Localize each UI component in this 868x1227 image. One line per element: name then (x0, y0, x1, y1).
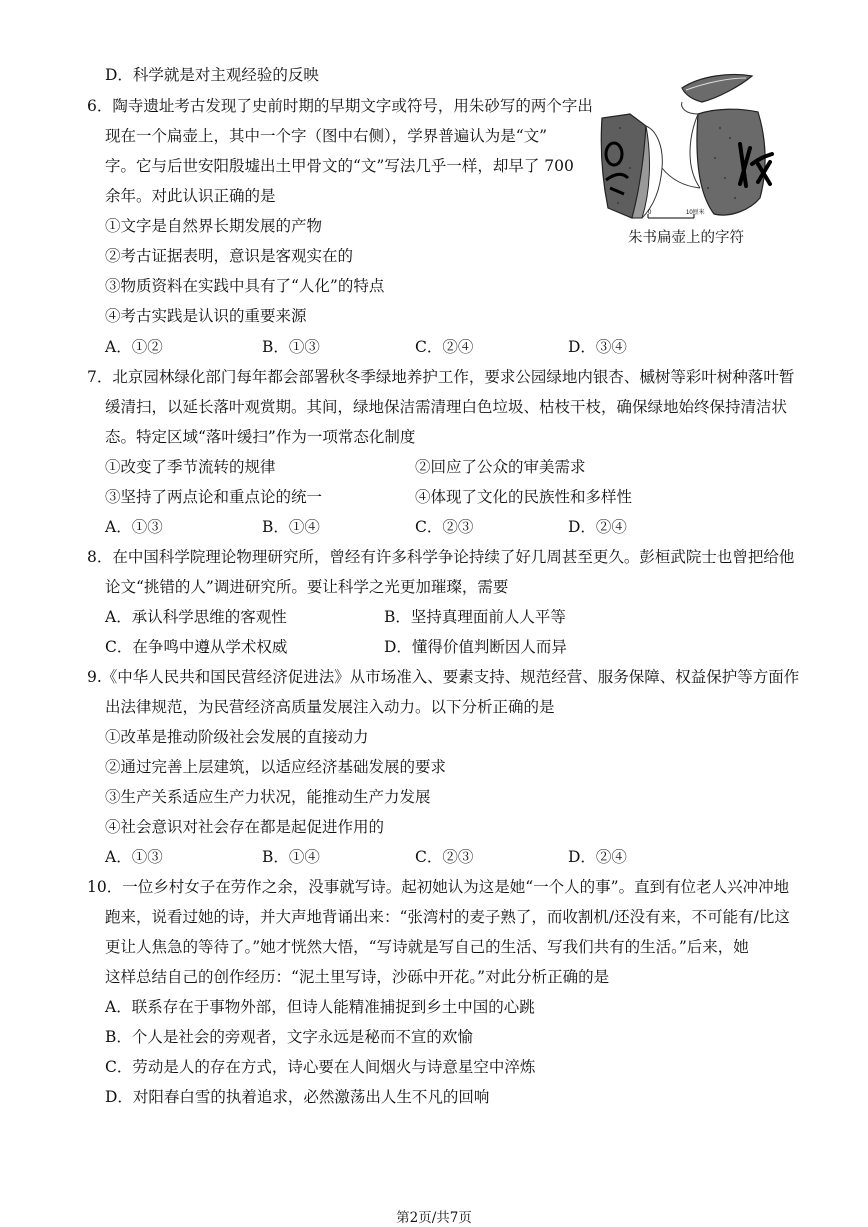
q10-stem-line-1: 10．一位乡村女子在劳作之余，没事就写诗。起初她认为这是她“一个人的事”。直到有位老人兴冲冲地 (87, 878, 790, 896)
q6-option-d: D．③④ (568, 338, 627, 356)
q6-statement-4: ④考古实践是认识的重要来源 (105, 307, 307, 325)
q10-stem-line-4: 这样总结自己的创作经历：“泥土里写诗，沙砾中开花。”对此分析正确的是 (105, 968, 610, 986)
q6-option-a: A．①② (105, 338, 163, 356)
q6-statement-3: ③物质资料在实践中具有了“人化”的特点 (105, 277, 385, 295)
q10-option-c: C．劳动是人的存在方式，诗心要在人间烟火与诗意星空中淬炼 (105, 1058, 536, 1076)
page-number: 第2页/共7页 (396, 1210, 472, 1226)
q7-statement-2: ②回应了公众的审美需求 (415, 458, 586, 476)
q7-option-c: C．②③ (415, 518, 474, 536)
q8-stem-line-2: 论文“挑错的人”调进研究所。要让科学之光更加璀璨，需要 (105, 578, 509, 596)
q9-statement-1: ①改革是推动阶级社会发展的直接动力 (105, 728, 369, 746)
q8-stem-line-1: 8．在中国科学院理论物理研究所，曾经有许多科学争论持续了好几周甚至更久。彭桓武院士也曾把给他 (87, 548, 795, 566)
q7-stem-line-1: 7．北京园林绿化部门每年都会部署秋冬季绿地养护工作，要求公园绿地内银杏、槭树等彩叶树种落叶暂 (87, 368, 795, 386)
q6-stem-line-4: 余年。对此认识正确的是 (105, 187, 276, 205)
q9-option-d: D．②④ (568, 848, 627, 866)
flask-illustration (590, 68, 795, 233)
q6-statement-2: ②考古证据表明，意识是客观实在的 (105, 247, 354, 265)
q9-stem-line-2: 出法律规范，为民营经济高质量发展注入动力。以下分析正确的是 (105, 698, 555, 716)
q6-statement-1: ①文字是自然界长期发展的产物 (105, 217, 323, 235)
q10-option-d: D．对阳春白雪的执着追求，必然激荡出人生不凡的回响 (105, 1088, 490, 1106)
q9-option-c: C．②③ (415, 848, 474, 866)
figure-scale-label: 10厘米 (686, 210, 705, 216)
q9-statement-2: ②通过完善上层建筑，以适应经济基础发展的要求 (105, 758, 447, 776)
q6-option-c: C．②④ (415, 338, 474, 356)
q9-statement-4: ④社会意识对社会存在都是起促进作用的 (105, 818, 385, 836)
q6-stem-line-1: 6．陶寺遗址考古发现了史前时期的早期文字或符号，用朱砂写的两个字出 (87, 97, 593, 115)
q7-option-a: A．①③ (105, 518, 163, 536)
q7-statement-1: ①改变了季节流转的规律 (105, 458, 276, 476)
q10-option-b: B．个人是社会的旁观者，文字永远是秘而不宣的欢愉 (105, 1028, 473, 1046)
q10-stem-line-3: 更让人焦急的等待了。”她才恍然大悟，“写诗就是写自己的生活、写我们共有的生活。”后来，她 (105, 938, 749, 956)
q7-stem-line-3: 态。特定区域“落叶缓扫”作为一项常态化制度 (105, 428, 416, 446)
q6-stem-line-2: 现在一个扁壶上，其中一个字（图中右侧），学界普遍认为是“文” (105, 127, 548, 145)
q7-option-d: D．②④ (568, 518, 627, 536)
q9-stem-line-1: 9.《中华人民共和国民营经济促进法》从市场准入、要素支持、规范经营、服务保障、权益保护等方面作 (87, 668, 800, 686)
q7-option-b: B．①④ (262, 518, 320, 536)
q8-option-b: B．坚持真理面前人人平等 (384, 608, 566, 626)
svg-text:0: 0 (648, 210, 652, 216)
flask-figure (590, 68, 795, 248)
q5-option-d: D．科学就是对主观经验的反映 (105, 66, 319, 84)
q9-option-b: B．①④ (262, 848, 320, 866)
q10-option-a: A．联系存在于事物外部，但诗人能精准捕捉到乡土中国的心跳 (105, 998, 535, 1016)
q8-option-a: A．承认科学思维的客观性 (105, 608, 287, 626)
q7-statement-3: ③坚持了两点论和重点论的统一 (105, 488, 323, 506)
q6-option-b: B．①③ (262, 338, 320, 356)
q9-statement-3: ③生产关系适应生产力状况，能推动生产力发展 (105, 788, 431, 806)
q8-option-c: C．在争鸣中遵从学术权威 (105, 638, 288, 656)
q7-stem-line-2: 缓清扫，以延长落叶观赏期。其间，绿地保洁需清理白色垃圾、枯枝干枝，确保绿地始终保持清洁状 (105, 398, 788, 416)
q8-option-d: D．懂得价值判断因人而异 (384, 638, 567, 656)
q6-stem-line-3: 字。它与后世安阳殷墟出土甲骨文的“文”写法几乎一样，却早了 700 (105, 157, 574, 175)
figure-caption: 朱书扁壶上的字符 (628, 230, 744, 246)
q7-statement-4: ④体现了文化的民族性和多样性 (415, 488, 633, 506)
q9-option-a: A．①③ (105, 848, 163, 866)
q10-stem-line-2: 跑来，说看过她的诗，并大声地背诵出来：“张湾村的麦子熟了，而收割机/还没有来，不可能有/比这 (105, 908, 790, 926)
